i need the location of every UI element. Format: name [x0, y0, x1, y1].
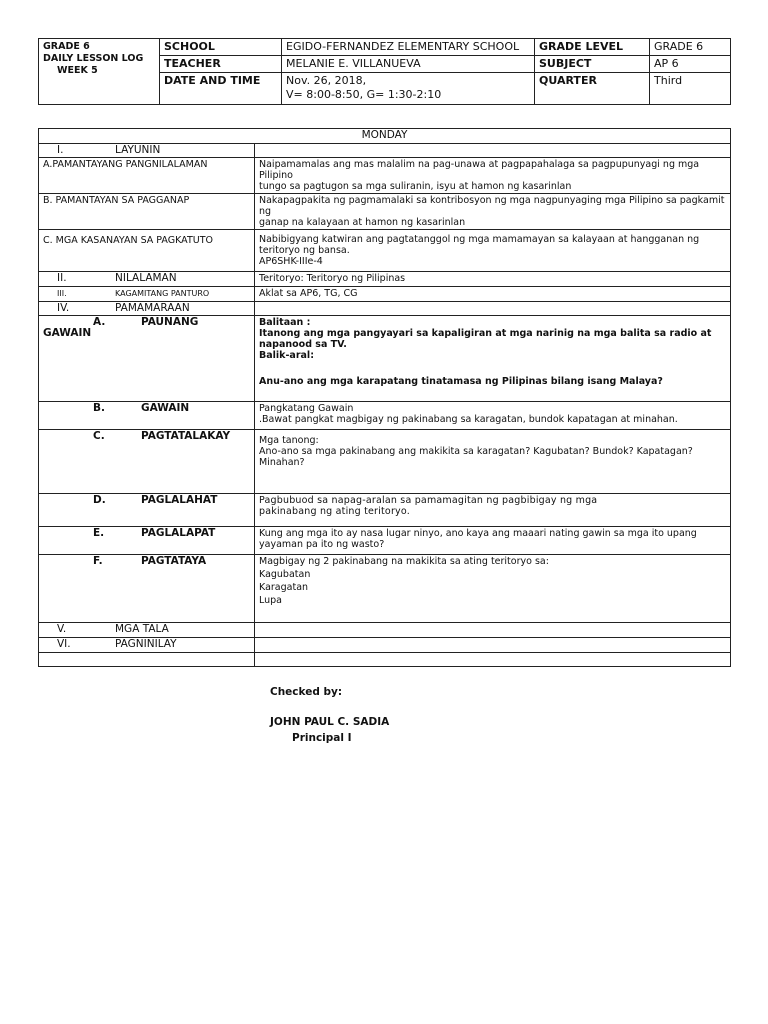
text-line: ganap na kalayaan at hamon ng kasarinlan [259, 217, 466, 228]
step-label: PAGTATALAKAY [141, 430, 231, 442]
text-line: pakinabang ng ating teritoryo. [259, 506, 410, 517]
mga-tala-row [39, 623, 731, 638]
text-line: Pangkatang Gawain [259, 403, 354, 414]
step-heading [39, 402, 255, 430]
grade-level-value: GRADE 6 [650, 39, 731, 56]
section-number: III. [57, 289, 67, 298]
teacher-value: MELANIE E. VILLANUEVA [282, 56, 535, 73]
text-line: Naipamamalas ang mas malalim na pag-unawa at pagpapahalaga sa pagpupunyagi ng mga Pilipino [259, 159, 700, 181]
objective-row [39, 230, 731, 272]
principal-name: JOHN PAUL C. SADIA [270, 716, 390, 728]
layunin-row [39, 144, 731, 158]
empty-cell [255, 623, 731, 638]
quarter-value: Third [650, 73, 731, 105]
header-table [38, 38, 731, 105]
text-line: napanood sa TV. [259, 339, 347, 350]
step-label: PAGLALAPAT [141, 527, 216, 539]
step-content [255, 527, 731, 555]
school-value: EGIDO-FERNANDEZ ELEMENTARY SCHOOL [282, 39, 535, 56]
text-line: Itanong ang mga pangyayari sa kapaligiran at mga narinig na mga balita sa radio at [259, 328, 712, 339]
daily-lesson-log-title [39, 39, 160, 105]
nilalaman-value: Teritoryo: Teritoryo ng Pilipinas [255, 272, 731, 287]
objective-row [39, 194, 731, 230]
section-label: MGA TALA [115, 623, 169, 635]
step-row [39, 494, 731, 527]
step-row [39, 430, 731, 494]
signoff-block [270, 686, 390, 744]
text-line: Minahan? [259, 457, 305, 468]
text-line: Magbigay ng 2 pakinabang na makikita sa ating teritoryo sa: [259, 556, 549, 567]
text-line: tungo sa pagtugon sa mga suliranin, isyu at hamon ng kasarinlan [259, 181, 572, 192]
section-number: V. [57, 623, 67, 635]
objective-text [255, 230, 731, 272]
text-line: Anu-ano ang mga karapatang tinatamasa ng Pilipinas bilang isang Malaya? [259, 376, 663, 387]
step-row [39, 316, 731, 402]
section-label: PAGNINILAY [115, 638, 177, 650]
empty-cell [255, 653, 731, 667]
step-letter: E. [93, 527, 105, 539]
log-week: WEEK 5 [57, 65, 98, 76]
quarter-label: QUARTER [535, 73, 650, 105]
section-label: KAGAMITANG PANTURO [115, 289, 210, 298]
section-heading [39, 302, 255, 316]
subject-label: SUBJECT [535, 56, 650, 73]
log-type: DAILY LESSON LOG [43, 53, 144, 64]
section-number: IV. [57, 302, 70, 314]
text-line [259, 361, 726, 376]
text-line: teritoryo ng bansa. [259, 245, 350, 256]
objective-text [255, 194, 731, 230]
checked-by-label: Checked by: [270, 686, 343, 698]
step-letter: C. [93, 430, 105, 442]
text-line: Ano-ano sa mga pakinabang ang makikita sa karagatan? Kagubatan? Bundok? Kapatagan? [259, 446, 693, 457]
text-line: Mga tanong: [259, 435, 319, 446]
step-label: GAWAIN [141, 402, 190, 414]
step-letter: F. [93, 555, 103, 567]
step-letter: A. [93, 316, 106, 328]
section-number: II. [57, 272, 67, 284]
section-label: LAYUNIN [115, 144, 161, 156]
kagamitan-value: Aklat sa AP6, TG, CG [255, 287, 731, 302]
text-line: Balitaan : [259, 317, 311, 328]
step-heading [39, 527, 255, 555]
date-value: Nov. 26, 2018, [286, 74, 367, 87]
objective-label: B. PAMANTAYAN SA PAGGANAP [39, 194, 255, 230]
objective-text [255, 158, 731, 194]
step-content [255, 494, 731, 527]
section-label: PAMAMARAAN [115, 302, 190, 314]
time-value: V= 8:00-8:50, G= 1:30-2:10 [286, 88, 442, 101]
nilalaman-row [39, 272, 731, 287]
step-heading [39, 555, 255, 623]
step-content [255, 402, 731, 430]
step-label: PAGTATAYA [141, 555, 207, 567]
date-time-value [282, 73, 535, 105]
objective-label: A.PAMANTAYANG PANGNILALAMAN [39, 158, 255, 194]
step-content [255, 555, 731, 623]
text-line: Pagbubuod sa napag-aralan sa pamamagitan ng pagbibigay ng mga [259, 495, 598, 506]
principal-title: Principal I [292, 732, 352, 744]
step-heading [39, 430, 255, 494]
empty-cell [255, 302, 731, 316]
objective-row [39, 158, 731, 194]
text-line: Nakapagpakita ng pagmamalaki sa kontribosyon ng mga nagpunyaging mga Pilipino sa pagkamit ng [259, 195, 725, 217]
school-label: SCHOOL [160, 39, 282, 56]
step-heading [39, 316, 255, 402]
step-content [255, 316, 731, 402]
step-row [39, 555, 731, 623]
lesson-plan-table [38, 128, 731, 667]
section-heading [39, 623, 255, 638]
section-heading [39, 144, 255, 158]
blank-row [39, 653, 731, 667]
text-line: Lupa [259, 595, 282, 606]
step-letter: B. [93, 402, 105, 414]
step-row [39, 527, 731, 555]
text-line: AP6SHK-IIIe-4 [259, 256, 323, 267]
empty-cell [255, 144, 731, 158]
day-header: MONDAY [39, 129, 731, 144]
step-label: PAUNANG GAWAIN [43, 316, 199, 339]
pagninilay-row [39, 638, 731, 653]
text-line: Karagatan [259, 582, 309, 593]
step-content [255, 430, 731, 494]
section-number: I. [57, 144, 64, 156]
section-number: VI. [57, 638, 71, 650]
step-letter: D. [93, 494, 106, 506]
kagamitan-row [39, 287, 731, 302]
objective-label: C. MGA KASANAYAN SA PAGKATUTO [39, 230, 255, 272]
subject-value: AP 6 [650, 56, 731, 73]
section-heading [39, 638, 255, 653]
section-heading [39, 287, 255, 302]
section-heading [39, 272, 255, 287]
text-line: Nabibigyang katwiran ang pagtatanggol ng mga mamamayan sa kalayaan at hangganan ng [259, 234, 700, 245]
log-grade: GRADE 6 [43, 41, 90, 52]
text-line: Kagubatan [259, 569, 311, 580]
text-line: .Bawat pangkat magbigay ng pakinabang sa karagatan, bundok kapatagan at minahan. [259, 414, 678, 425]
section-label: NILALAMAN [115, 272, 177, 284]
pamamaraan-row [39, 302, 731, 316]
date-time-label: DATE AND TIME [160, 73, 282, 105]
empty-cell [255, 638, 731, 653]
step-row [39, 402, 731, 430]
text-line: Kung ang mga ito ay nasa lugar ninyo, ano kaya ang maaari nating gawin sa mga ito upang [259, 528, 697, 539]
grade-level-label: GRADE LEVEL [535, 39, 650, 56]
text-line: yayaman pa ito ng wasto? [259, 539, 385, 550]
empty-cell [39, 653, 255, 667]
teacher-label: TEACHER [160, 56, 282, 73]
text-line: Balik-aral: [259, 350, 314, 361]
step-heading [39, 494, 255, 527]
step-label: PAGLALAHAT [141, 494, 218, 506]
